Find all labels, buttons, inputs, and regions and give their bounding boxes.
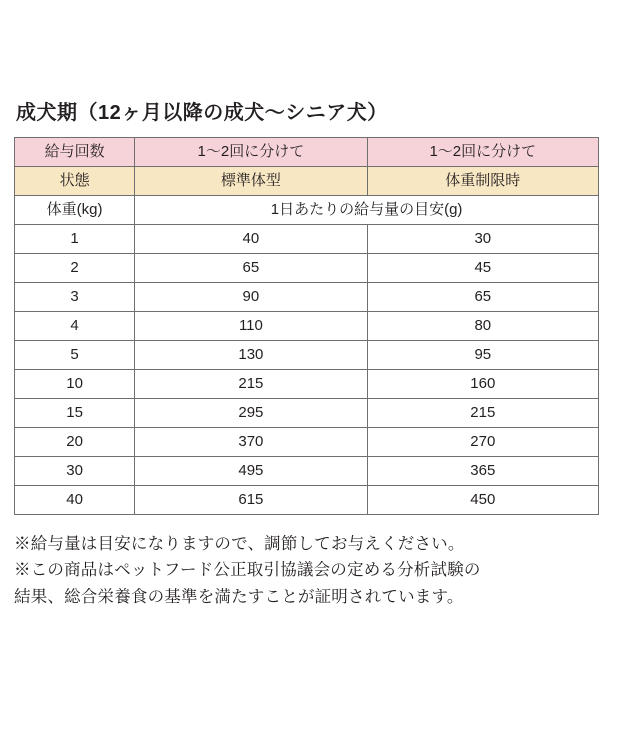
cell-standard: 65	[135, 254, 367, 283]
table-header-row-condition	[15, 167, 599, 196]
feeding-amount-table	[14, 137, 599, 515]
content-area	[14, 96, 612, 610]
cell-weight: 4	[15, 312, 135, 341]
table-row	[15, 225, 599, 254]
cell-restricted: 365	[367, 457, 598, 486]
header-cell-frequency-label: 給与回数	[15, 138, 135, 167]
note-line-2: ※この商品はペットフード公正取引協議会の定める分析試験の	[14, 561, 481, 580]
cell-standard: 130	[135, 341, 367, 370]
cell-weight: 2	[15, 254, 135, 283]
table-row	[15, 428, 599, 457]
cell-restricted: 450	[367, 486, 598, 515]
cell-restricted: 80	[367, 312, 598, 341]
cell-standard: 90	[135, 283, 367, 312]
cell-standard: 370	[135, 428, 367, 457]
cell-weight: 40	[15, 486, 135, 515]
notes-section	[14, 531, 612, 610]
page-title: 成犬期（12ヶ月以降の成犬〜シニア犬）	[16, 102, 388, 124]
subheader-cell-daily-amount: 1日あたりの給与量の目安(g)	[135, 196, 599, 225]
table-row	[15, 399, 599, 428]
note-line-3: 結果、総合栄養食の基準を満たすことが証明されています。	[14, 587, 464, 606]
header-cell-frequency-restricted: 1〜2回に分けて	[367, 138, 598, 167]
cell-standard: 215	[135, 370, 367, 399]
cell-weight: 15	[15, 399, 135, 428]
cell-restricted: 65	[367, 283, 598, 312]
cell-restricted: 95	[367, 341, 598, 370]
cell-weight: 3	[15, 283, 135, 312]
cell-restricted: 30	[367, 225, 598, 254]
cell-restricted: 270	[367, 428, 598, 457]
cell-weight: 1	[15, 225, 135, 254]
cell-standard: 615	[135, 486, 367, 515]
table-row	[15, 312, 599, 341]
table-subheader-row	[15, 196, 599, 225]
cell-weight: 5	[15, 341, 135, 370]
cell-weight: 10	[15, 370, 135, 399]
cell-restricted: 215	[367, 399, 598, 428]
cell-standard: 110	[135, 312, 367, 341]
cell-weight: 30	[15, 457, 135, 486]
table-row	[15, 283, 599, 312]
cell-standard: 40	[135, 225, 367, 254]
note-line-1: ※給与量は目安になりますので、調節してお与えください。	[14, 535, 465, 553]
cell-restricted: 45	[367, 254, 598, 283]
table-row	[15, 457, 599, 486]
table-row	[15, 370, 599, 399]
header-cell-condition-label: 状態	[15, 167, 135, 196]
table-header-row-frequency	[15, 138, 599, 167]
cell-standard: 495	[135, 457, 367, 486]
cell-restricted: 160	[367, 370, 598, 399]
subheader-cell-weight: 体重(kg)	[15, 196, 135, 225]
table-row	[15, 486, 599, 515]
header-cell-frequency-standard: 1〜2回に分けて	[135, 138, 367, 167]
cell-weight: 20	[15, 428, 135, 457]
header-cell-condition-restricted: 体重制限時	[367, 167, 598, 196]
header-cell-condition-standard: 標準体型	[135, 167, 367, 196]
table-row	[15, 341, 599, 370]
cell-standard: 295	[135, 399, 367, 428]
table-row	[15, 254, 599, 283]
